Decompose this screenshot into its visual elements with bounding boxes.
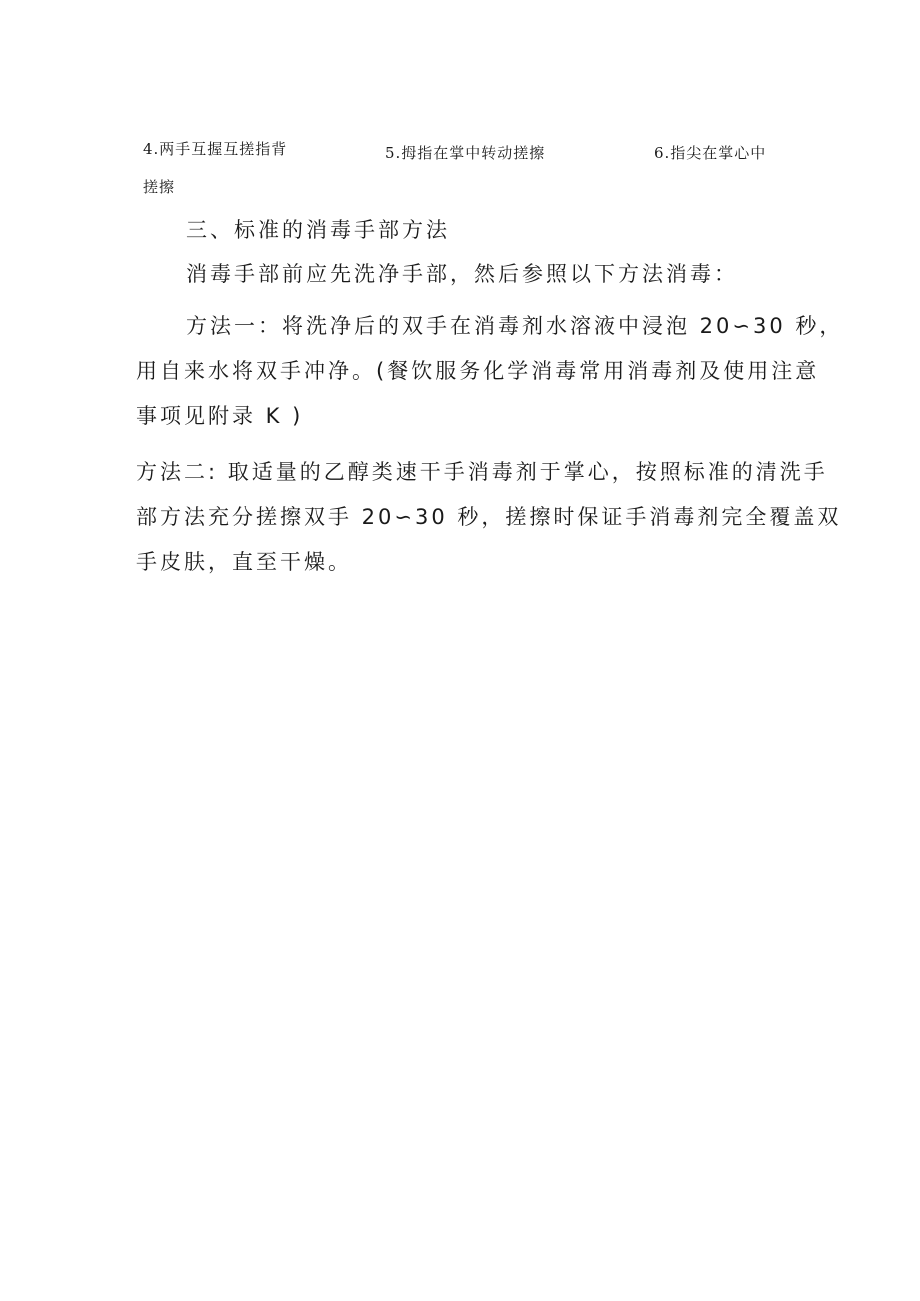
caption-step-5: 5.拇指在掌中转动搓擦: [385, 144, 546, 162]
method-two-paragraph: [136, 450, 842, 585]
intro-paragraph: 消毒手部前应先洗净手部，然后参照以下方法消毒：: [186, 262, 738, 286]
caption-step-6: 6.指尖在掌心中: [654, 144, 767, 162]
caption-step-4-continued: 搓擦: [143, 178, 176, 196]
caption-step-4: 4.两手互握互搓指背: [143, 140, 288, 158]
method-two-line-2: 部方法充分搓擦双手 20∽30 秒，搓擦时保证手消毒剂完全覆盖双: [136, 505, 842, 529]
method-two-line-3: 手皮肤，直至干燥。: [136, 550, 352, 574]
method-one-line-2: 用自来水将双手冲净。(餐饮服务化学消毒常用消毒剂及使用注意: [136, 359, 820, 383]
method-one-paragraph: [136, 304, 844, 439]
method-two-line-1: 方法二: 取适量的乙醇类速干手消毒剂于掌心，按照标准的清洗手: [136, 460, 828, 484]
section-heading: 三、标准的消毒手部方法: [186, 218, 450, 242]
method-one-line-3: 事项见附录 K ): [136, 404, 304, 428]
method-one-line-1: 方法一：将洗净后的双手在消毒剂水溶液中浸泡 20∽30 秒，: [186, 314, 844, 338]
